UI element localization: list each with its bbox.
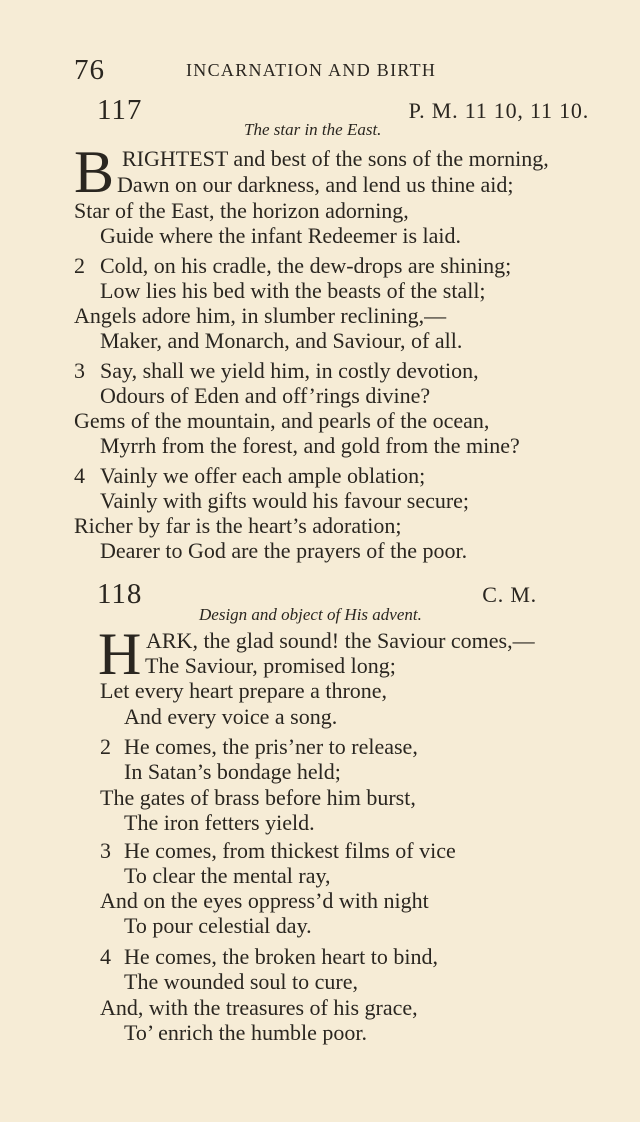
verse-line: He comes, the broken heart to bind, [124, 944, 439, 969]
verse-line: Star of the East, the horizon adorning, [74, 198, 409, 223]
verse-line: He comes, from thickest films of vice [124, 838, 456, 863]
page-header [74, 54, 594, 88]
verse-line: And, with the treasures of his grace, [100, 995, 418, 1020]
verse-line: Vainly with gifts would his favour secure; [100, 488, 470, 513]
verse-line: Dawn on our darkness, and lend us thine aid; [117, 172, 514, 197]
verse-line: The gates of brass before him burst, [100, 785, 416, 810]
verse-line: In Satan’s bondage held; [124, 759, 341, 784]
verse-line: RIGHTEST and best of the sons of the morning, [122, 146, 549, 171]
verse-line: Dearer to God are the prayers of the poor. [100, 538, 468, 563]
running-title: INCARNATION AND BIRTH [186, 60, 437, 80]
verse-line: ARK, the glad sound! the Saviour comes,— [146, 628, 535, 653]
verse-number: 3 [74, 358, 85, 383]
verse-number: 2 [100, 734, 111, 759]
verse-line: The wounded soul to cure, [124, 969, 358, 994]
verse-line: Odours of Eden and off’rings divine? [100, 383, 431, 408]
verse-line: Low lies his bed with the beasts of the stall; [100, 278, 486, 303]
verse-line: And every voice a song. [124, 704, 338, 729]
verse-line: Richer by far is the heart’s adoration; [74, 513, 402, 538]
verse-line: Gems of the mountain, and pearls of the ocean, [74, 408, 490, 433]
hymn-meter: C. M. [482, 582, 537, 607]
drop-cap: B [74, 139, 115, 205]
hymn-number: 117 [97, 94, 143, 126]
page-number: 76 [74, 54, 105, 86]
verse-line: Vainly we offer each ample oblation; [100, 463, 426, 488]
verse-line: Maker, and Monarch, and Saviour, of all. [100, 328, 463, 353]
hymn-number: 118 [97, 578, 143, 610]
verse-line: Angels adore him, in slumber reclining,— [74, 303, 447, 328]
hymn-subtitle: Design and object of His advent. [199, 605, 422, 624]
verse-line: Guide where the infant Redeemer is laid. [100, 223, 462, 248]
verse-line: The Saviour, promised long; [145, 653, 396, 678]
hymn-meter: P. M. 11 10, 11 10. [408, 98, 589, 123]
verse-line: To’ enrich the humble poor. [124, 1020, 368, 1045]
verse-line: Say, shall we yield him, in costly devotion, [100, 358, 479, 383]
verse-line: The iron fetters yield. [124, 810, 315, 835]
verse-line: He comes, the pris’ner to release, [124, 734, 418, 759]
verse-number: 4 [74, 463, 85, 488]
verse-number: 4 [100, 944, 111, 969]
verse-number: 2 [74, 253, 85, 278]
verse-line: And on the eyes oppress’d with night [100, 888, 429, 913]
hymn-subtitle: The star in the East. [244, 120, 382, 139]
verse-number: 3 [100, 838, 111, 863]
verse-line: To clear the mental ray, [124, 863, 331, 888]
verse-line: Myrrh from the forest, and gold from the mine? [100, 433, 520, 458]
verse-line: To pour celestial day. [124, 913, 312, 938]
verse-line: Let every heart prepare a throne, [100, 678, 388, 703]
drop-cap: H [98, 621, 142, 687]
verse-line: Cold, on his cradle, the dew-drops are shining; [100, 253, 512, 278]
